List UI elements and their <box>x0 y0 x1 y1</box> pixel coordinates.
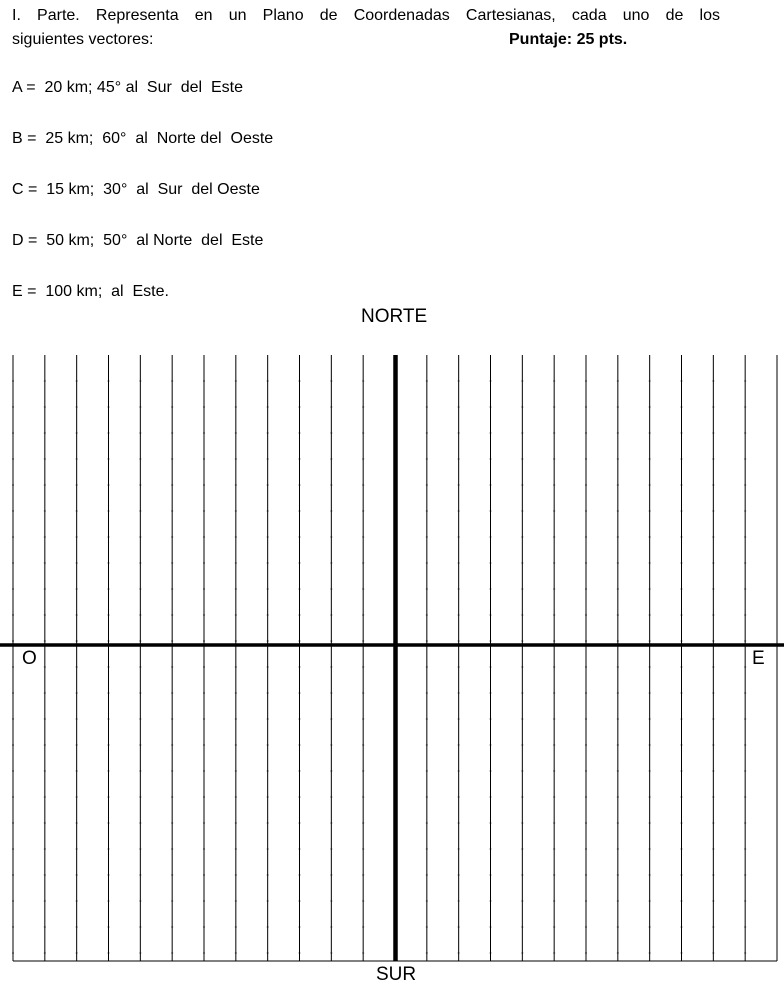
vector-d: D = 50 km; 50° al Norte del Este <box>12 232 264 249</box>
east-label: E <box>752 648 765 669</box>
axes <box>0 355 784 961</box>
instructions-text-2: siguientes vectores: <box>12 31 154 48</box>
west-label: O <box>22 648 37 669</box>
vector-c: C = 15 km; 30° al Sur del Oeste <box>12 181 260 198</box>
vector-b: B = 25 km; 60° al Norte del Oeste <box>12 130 274 147</box>
north-label: NORTE <box>361 306 428 327</box>
vector-a: A = 20 km; 45° al Sur del Este <box>12 79 243 96</box>
instructions-text: I. Parte. Representa en un Plano de Coordenadas Cartesianas, cada uno de los <box>12 7 720 24</box>
score-label: Puntaje: 25 pts. <box>509 31 628 48</box>
vector-e: E = 100 km; al Este. <box>12 283 169 300</box>
south-label: SUR <box>376 964 417 985</box>
